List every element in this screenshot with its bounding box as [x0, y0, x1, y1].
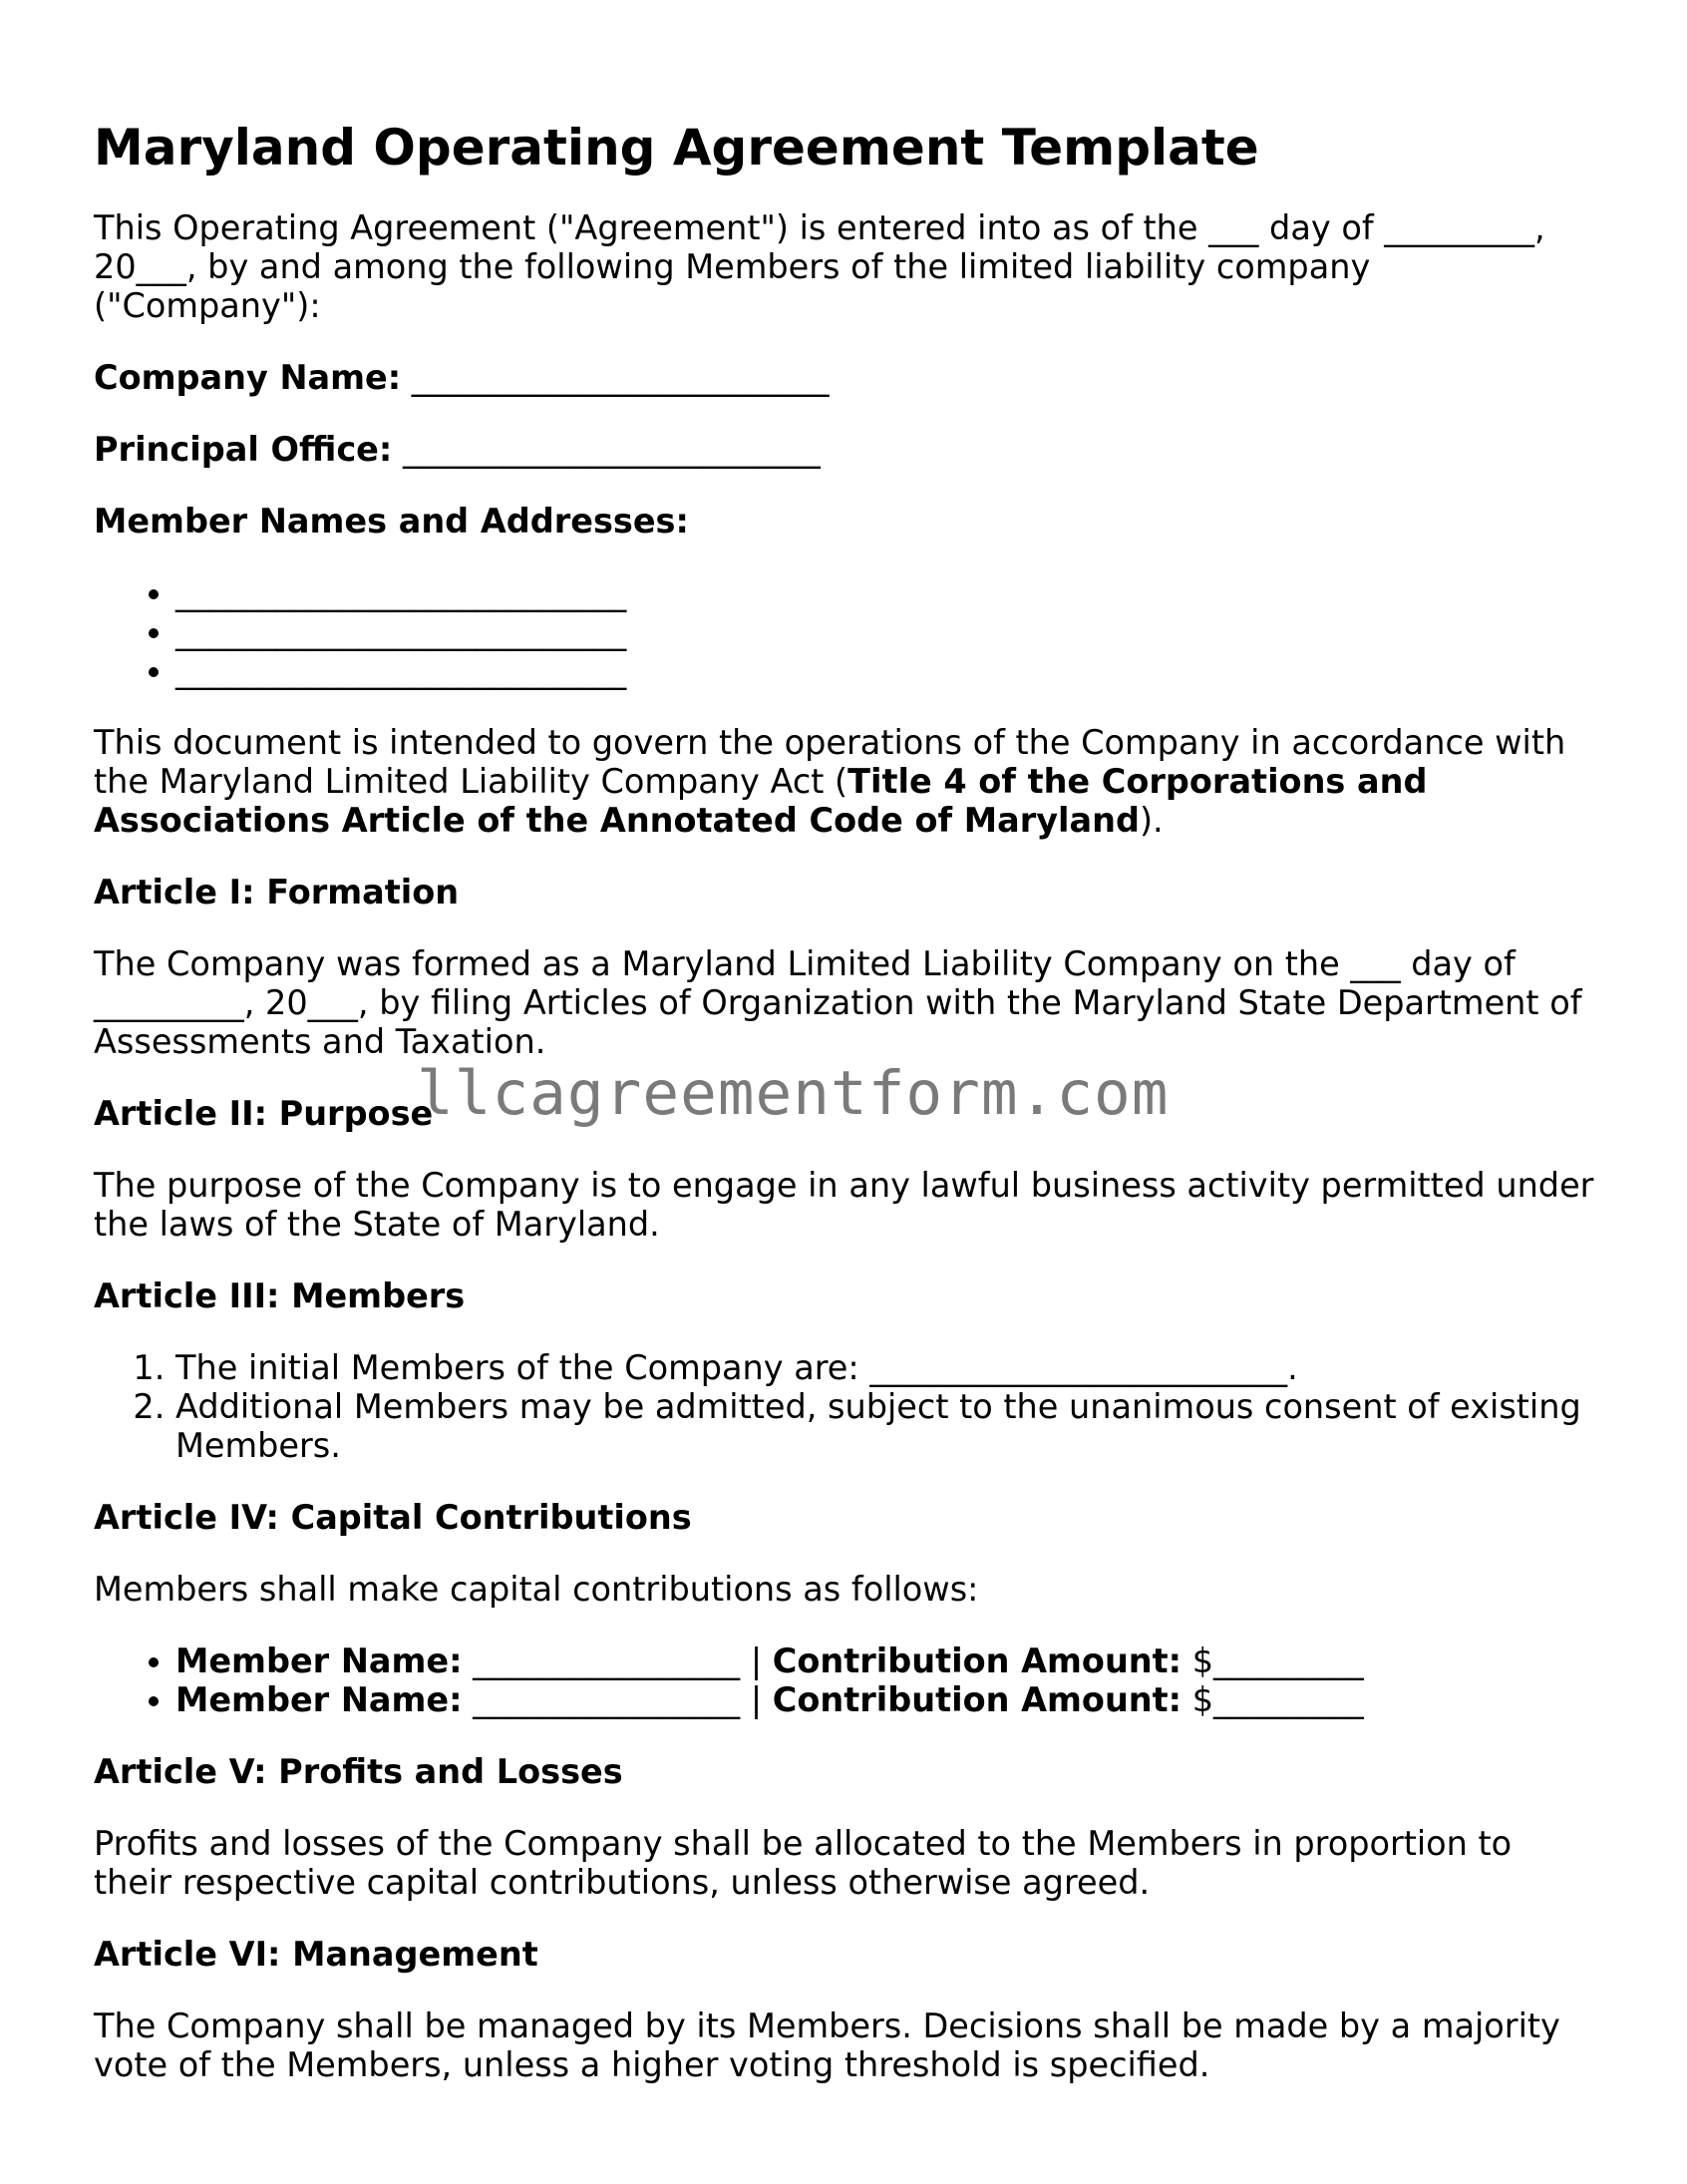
principal-office-blank: _________________________ — [402, 430, 821, 469]
principal-office-label: Principal Office: — [94, 430, 393, 469]
article-3-heading: Article III: Members — [94, 1276, 466, 1315]
governance-text-before: This document is intended to govern the operations of the Company in accordance with the Maryland Limited Liability Company Act ( — [94, 723, 1566, 801]
company-name-blank: _________________________ — [411, 358, 830, 397]
member-blank-item: • ___________________________ — [175, 573, 1599, 612]
member-blank-item: • ___________________________ — [175, 651, 1599, 690]
member-blank-list — [94, 573, 1599, 690]
article-5-text: Profits and losses of the Company shall be allocated to the Members in proportion to their respective capital contributions, unless otherwise agreed. — [94, 1824, 1513, 1902]
contribution-row — [175, 1641, 1599, 1680]
article-2-heading: Article II: Purpose — [94, 1094, 434, 1133]
contribution-amount-label: Contribution Amount: — [772, 1680, 1182, 1719]
governance-statute: Title 4 of the Corporations and Associations Article of the Annotated Code of Maryland — [94, 762, 1428, 840]
article-4-heading: Article IV: Capital Contributions — [94, 1498, 692, 1537]
principal-office-line — [94, 430, 1599, 469]
separator: | — [750, 1641, 763, 1680]
article-1-heading: Article I: Formation — [94, 873, 460, 911]
intro-paragraph: This Operating Agreement ("Agreement") is entered into as of the ___ day of _________, 20___, by and among the following Members of the limited liability company ("Company"): — [94, 208, 1545, 325]
article-6-heading: Article VI: Management — [94, 1935, 538, 1974]
watermark: llcagreementform.com — [417, 1058, 1170, 1129]
contribution-amount-blank: $_________ — [1191, 1680, 1364, 1719]
article-4-intro: Members shall make capital contributions as follows: — [94, 1570, 979, 1609]
company-name-line — [94, 358, 1599, 397]
article-6-text: The Company shall be managed by its Members. Decisions shall be made by a majority vote of the Members, unless a higher voting threshold is specified. — [94, 2006, 1560, 2084]
member-names-heading: Member Names and Addresses: — [94, 502, 689, 541]
contribution-list — [94, 1641, 1599, 1719]
article-3-list — [94, 1348, 1599, 1465]
article-5-heading: Article V: Profits and Losses — [94, 1752, 623, 1791]
article-3-item: 2. Additional Members may be admitted, subject to the unanimous consent of existing Members. — [175, 1387, 1599, 1465]
member-name-label: Member Name: — [175, 1641, 463, 1680]
member-name-label: Member Name: — [175, 1680, 463, 1719]
member-name-blank: ________________ — [473, 1680, 741, 1719]
member-name-blank: ________________ — [473, 1641, 741, 1680]
contribution-row — [175, 1680, 1599, 1719]
article-3-item: 1. The initial Members of the Company are: _________________________. — [175, 1348, 1599, 1387]
member-blank-item: • ___________________________ — [175, 612, 1599, 651]
governance-paragraph — [94, 723, 1599, 840]
governance-text-after: ). — [1139, 801, 1164, 840]
separator: | — [750, 1680, 763, 1719]
document-title: Maryland Operating Agreement Template — [94, 119, 1259, 177]
contribution-amount-blank: $_________ — [1191, 1641, 1364, 1680]
contribution-amount-label: Contribution Amount: — [772, 1641, 1182, 1680]
article-1-text: The Company was formed as a Maryland Limited Liability Company on the ___ day of _________, 20___, by filing Articles of Organization with the Maryland State Department of Assessments and Taxation. — [94, 944, 1582, 1061]
company-name-label: Company Name: — [94, 358, 402, 397]
article-2-text: The purpose of the Company is to engage in any lawful business activity permitted under the laws of the State of Maryland. — [94, 1166, 1594, 1244]
